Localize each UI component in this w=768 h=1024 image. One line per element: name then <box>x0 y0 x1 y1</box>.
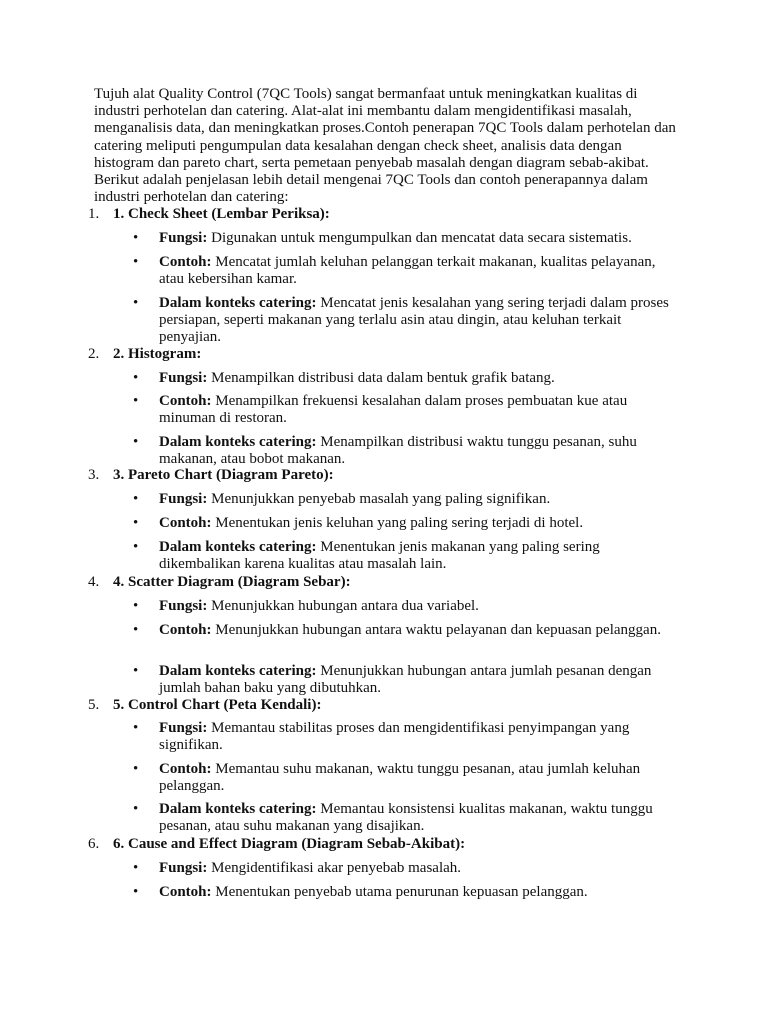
section-number: 1. <box>88 206 100 222</box>
list-item-text <box>159 254 674 288</box>
bullet-icon: • <box>133 393 139 409</box>
item-body: Memantau stabilitas proses dan mengidentifikasi penyimpangan yang signifikan. <box>159 720 630 753</box>
section-title: 6. Cause and Effect Diagram (Diagram Sebab-Akibat): <box>113 836 466 852</box>
section-title: 4. Scatter Diagram (Diagram Sebar): <box>113 574 351 590</box>
item-label: Dalam konteks catering: <box>159 539 317 555</box>
list-item-text <box>159 622 674 639</box>
item-label: Dalam konteks catering: <box>159 801 317 817</box>
item-label: Dalam konteks catering: <box>159 295 317 311</box>
item-label: Contoh: <box>159 622 212 638</box>
bullet-icon: • <box>133 761 139 777</box>
item-body: Menampilkan frekuensi kesalahan dalam proses pembuatan kue atau minuman di restoran. <box>159 393 628 426</box>
item-label: Fungsi: <box>159 370 208 386</box>
item-body: Mengidentifikasi akar penyebab masalah. <box>207 860 462 876</box>
list-item-text <box>159 720 674 754</box>
intro-paragraph: Tujuh alat Quality Control (7QC Tools) sangat bermanfaat untuk meningkatkan kualitas di industri perhotelan dan catering. Alat-alat ini membantu dalam mengidentifikasi masalah, menganalisis data, dan meningkatkan proses.Contoh penerapan 7QC Tools dalam perhotelan dan catering meliputi pengumpulan data kesalahan dengan check sheet, analisis data dengan histogram dan pareto chart, serta pemetaan penyebab masalah dengan diagram sebab-akibat. Berikut adalah penjelasan lebih detail mengenai 7QC Tools dan contoh penerapannya dalam industri perhotelan dan catering: <box>94 86 676 206</box>
bullet-icon: • <box>133 860 139 876</box>
list-item-text <box>159 515 674 532</box>
item-label: Contoh: <box>159 393 212 409</box>
bullet-icon: • <box>133 598 139 614</box>
bullet-icon: • <box>133 434 139 450</box>
item-body: Menampilkan distribusi waktu tunggu pesanan, suhu makanan, atau bobot makanan. <box>159 434 637 467</box>
list-item-text <box>159 491 674 508</box>
bullet-icon: • <box>133 622 139 638</box>
list-item-text <box>159 801 674 835</box>
bullet-icon: • <box>133 370 139 386</box>
item-body: Menunjukkan hubungan antara dua variabel. <box>207 598 479 614</box>
section-title: 5. Control Chart (Peta Kendali): <box>113 697 322 713</box>
item-body: Menentukan penyebab utama penurunan kepuasan pelanggan. <box>211 884 588 900</box>
item-label: Fungsi: <box>159 230 208 246</box>
section-number: 5. <box>88 697 100 713</box>
section-number: 2. <box>88 346 100 362</box>
bullet-icon: • <box>133 515 139 531</box>
bullet-icon: • <box>133 801 139 817</box>
item-body: Menentukan jenis keluhan yang paling sering terjadi di hotel. <box>211 515 584 531</box>
bullet-icon: • <box>133 295 139 311</box>
section-number: 3. <box>88 467 100 483</box>
item-label: Contoh: <box>159 884 212 900</box>
item-body: Mencatat jumlah keluhan pelanggan terkait makanan, kualitas pelayanan, atau kebersihan kamar. <box>159 254 656 287</box>
list-item-text <box>159 761 674 795</box>
item-body: Menentukan jenis makanan yang paling sering dikembalikan karena kualitas atau masalah lain. <box>159 539 600 572</box>
item-label: Dalam konteks catering: <box>159 663 317 679</box>
list-item-text <box>159 370 674 387</box>
list-item-text <box>159 295 674 346</box>
list-item-text <box>159 598 674 615</box>
item-label: Fungsi: <box>159 598 208 614</box>
bullet-icon: • <box>133 254 139 270</box>
list-item-text <box>159 230 674 247</box>
item-label: Fungsi: <box>159 720 208 736</box>
item-body: Mencatat jenis kesalahan yang sering terjadi dalam proses persiapan, seperti makanan yang terlalu asin atau dingin, atau keluhan terkait penyajian. <box>159 295 669 345</box>
list-item-text <box>159 860 674 877</box>
list-item-text <box>159 539 674 573</box>
section-title: 2. Histogram: <box>113 346 202 362</box>
item-body: Menunjukkan hubungan antara waktu pelayanan dan kepuasan pelanggan. <box>211 622 661 638</box>
item-body: Menunjukkan penyebab masalah yang paling signifikan. <box>207 491 551 507</box>
section-title: 3. Pareto Chart (Diagram Pareto): <box>113 467 334 483</box>
section-number: 4. <box>88 574 100 590</box>
section-title: 1. Check Sheet (Lembar Periksa): <box>113 206 330 222</box>
bullet-icon: • <box>133 663 139 679</box>
item-label: Contoh: <box>159 761 212 777</box>
item-body: Menampilkan distribusi data dalam bentuk grafik batang. <box>207 370 555 386</box>
item-body: Memantau konsistensi kualitas makanan, waktu tunggu pesanan, atau suhu makanan yang disajikan. <box>159 801 653 834</box>
bullet-icon: • <box>133 230 139 246</box>
item-label: Contoh: <box>159 515 212 531</box>
item-body: Menunjukkan hubungan antara jumlah pesanan dengan jumlah bahan baku yang dibutuhkan. <box>159 663 652 696</box>
list-item-text <box>159 434 674 468</box>
item-body: Digunakan untuk mengumpulkan dan mencatat data secara sistematis. <box>207 230 632 246</box>
item-label: Fungsi: <box>159 491 208 507</box>
bullet-icon: • <box>133 720 139 736</box>
list-item-text <box>159 884 674 901</box>
section-number: 6. <box>88 836 100 852</box>
item-body: Memantau suhu makanan, waktu tunggu pesanan, atau jumlah keluhan pelanggan. <box>159 761 641 794</box>
item-label: Dalam konteks catering: <box>159 434 317 450</box>
bullet-icon: • <box>133 884 139 900</box>
list-item-text <box>159 393 674 427</box>
bullet-icon: • <box>133 539 139 555</box>
item-label: Fungsi: <box>159 860 208 876</box>
bullet-icon: • <box>133 491 139 507</box>
list-item-text <box>159 663 674 697</box>
item-label: Contoh: <box>159 254 212 270</box>
